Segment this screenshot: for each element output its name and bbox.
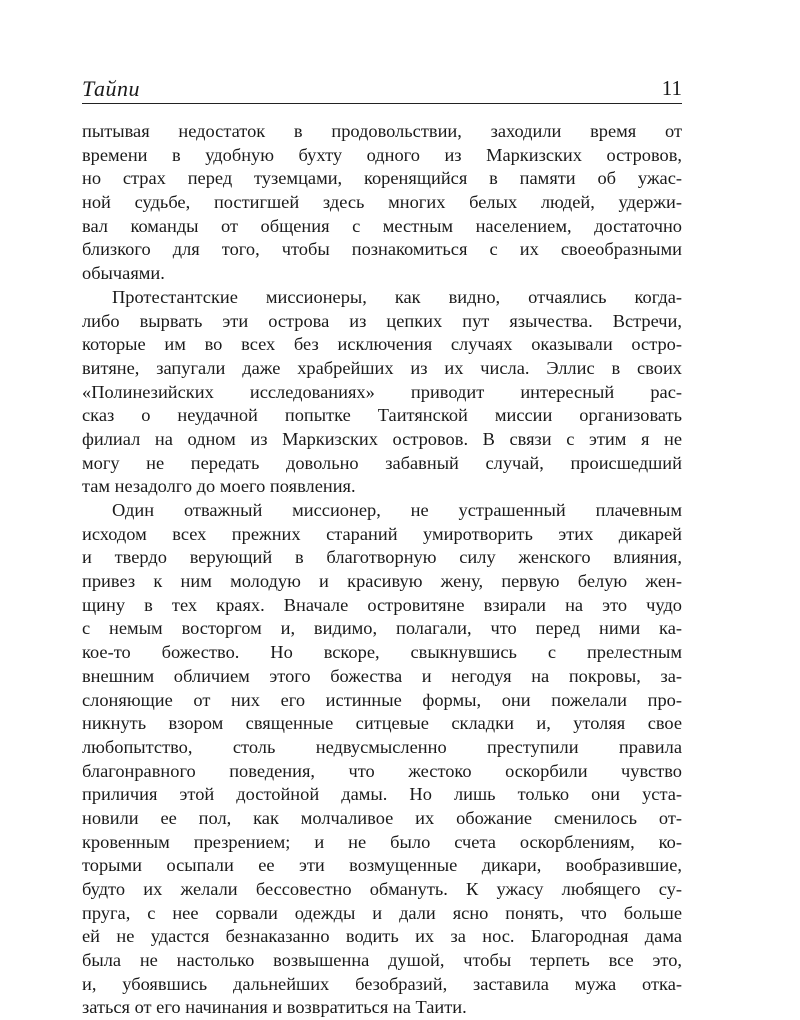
text-line: времени в удобную бухту одного из Маркизских островов, xyxy=(82,144,682,165)
text-line: новили ее пол, как молчаливое их обожание сменилось от- xyxy=(82,807,682,828)
body-text xyxy=(82,120,682,1020)
text-line: благонравного поведения, что жестоко оскорбили чувство xyxy=(82,760,682,781)
text-line: вал команды от общения с местным населением, достаточно xyxy=(82,215,682,236)
text-line: кое-то божество. Но вскоре, свыкнувшись с прелестным xyxy=(82,642,682,663)
running-head xyxy=(82,76,682,102)
text-line: кровенным презрением; и не было счета оскорблениям, ко- xyxy=(82,831,682,852)
text-line: филиал на одном из Маркизских островов. В связи с этим я не xyxy=(82,428,682,449)
paragraph xyxy=(82,120,682,286)
paragraph xyxy=(82,286,682,499)
text-line: будто их желали бессовестно обмануть. К ужасу любящего су- xyxy=(82,879,682,899)
text-line: но страх перед туземцами, коренящийся в памяти об ужас- xyxy=(82,168,682,189)
text-line: витяне, запугали даже храбрейших из их числа. Эллис в своих xyxy=(82,357,682,378)
text-line: пытывая недостаток в продовольствии, заходили время от xyxy=(82,121,682,141)
text-line: и твердо верующий в благотворную силу женского влияния, xyxy=(82,547,682,568)
text-line: пруга, с нее сорвали одежды и дали ясно понять, что больше xyxy=(82,902,682,923)
text-line: Один отважный миссионер, не устрашенный плачевным xyxy=(112,500,682,520)
text-line: либо вырвать эти острова из цепких пут язычества. Встречи, xyxy=(82,310,682,331)
text-line: ей не удастся безнаказанно водить их за нос. Благородная дама xyxy=(82,926,682,947)
text-line: любопытство, столь недвусмысленно преступили правила xyxy=(82,736,682,757)
text-line: сказ о неудачной попытке Таитянской миссии организовать xyxy=(82,405,682,426)
text-line: близкого для того, чтобы познакомиться с их своеобразными xyxy=(82,239,682,260)
paragraph xyxy=(82,499,682,1020)
text-line: щину в тех краях. Вначале островитяне взирали на это чудо xyxy=(82,594,682,615)
header-rule xyxy=(82,103,682,104)
text-line: заться от его начинания и возвратиться на Таити. xyxy=(82,997,467,1018)
text-line: там незадолго до моего появления. xyxy=(82,476,356,497)
text-line: слоняющие от них его истинные формы, они пожелали про- xyxy=(82,689,682,710)
running-title: Тайпи xyxy=(82,76,140,101)
text-line: привез к ним молодую и красивую жену, первую белую жен- xyxy=(82,571,682,592)
text-line: обычаями. xyxy=(82,263,165,284)
text-line: с немым восторгом и, видимо, полагали, что перед ними ка- xyxy=(82,618,682,639)
text-line: ной судьбе, постигшей здесь многих белых людей, удержи- xyxy=(82,192,682,213)
text-line: торыми осыпали ее эти возмущенные дикари, вообразившие, xyxy=(82,855,682,876)
text-line: Протестантские миссионеры, как видно, отчаялись когда- xyxy=(112,286,682,307)
text-line: которые им во всех без исключения случаях оказывали остро- xyxy=(82,334,682,355)
text-line: была не настолько возвышенна душой, чтобы терпеть все это, xyxy=(82,950,682,971)
text-line: «Полинезийских исследованиях» приводит интересный рас- xyxy=(82,381,682,402)
text-line: и, убоявшись дальнейших безобразий, заставила мужа отка- xyxy=(82,973,682,994)
text-line: никнуть взором священные ситцевые складки и, утоляя свое xyxy=(82,713,682,734)
text-line: внешним обличием этого божества и негодуя на покровы, за- xyxy=(82,665,682,686)
text-line: приличия этой достойной дамы. Но лишь только они уста- xyxy=(82,784,682,805)
text-line: могу не передать довольно забавный случай, происшедший xyxy=(82,452,682,473)
text-line: исходом всех прежних стараний умиротворить этих дикарей xyxy=(82,523,682,544)
page-number: 11 xyxy=(661,76,682,100)
